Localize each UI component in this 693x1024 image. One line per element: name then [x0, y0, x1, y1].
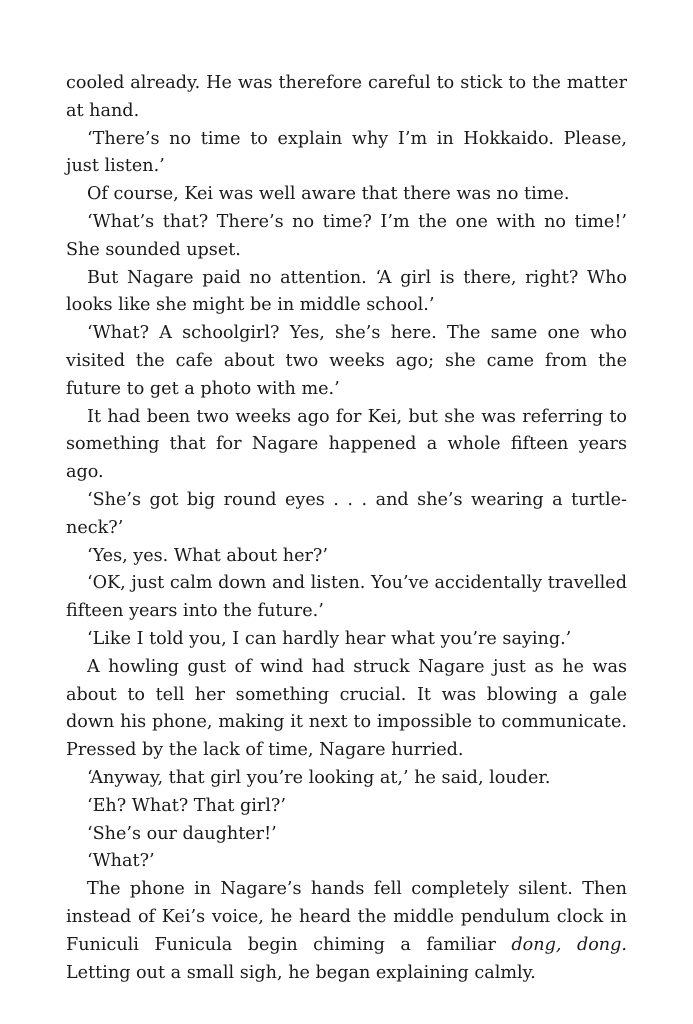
book-page-text: [66, 70, 627, 987]
paragraph-12: A howling gust of wind had struck Nagare just as he was about to tell her something crucial. It was blowing a gale down his phone, making it next to impossible to communicate. Pressed by the lack of time, Nagare hurried.: [66, 656, 627, 761]
paragraph-4: ‘What’s that? There’s no time? I’m the one with no time!’ She sounded upset.: [66, 211, 627, 260]
paragraph-7: It had been two weeks ago for Kei, but she was referring to something that for Nagare happened a whole fifteen years ago.: [66, 406, 627, 483]
paragraph-15: ‘She’s our daughter!’: [87, 823, 277, 844]
paragraph-17: The phone in Nagare’s hands fell completely silent. Then instead of Kei’s voice, he heard the middle pendulum clock in Funiculi Funicula begin chiming a familiar dong, dong. Letting out a small sigh, he began explaining calmly.: [66, 879, 627, 983]
paragraph-8: ‘She’s got big round eyes . . . and she’s wearing a turtle-neck?’: [66, 489, 627, 538]
paragraph-9: ‘Yes, yes. What about her?’: [87, 545, 328, 566]
italic-sound-effect: dong, dong.: [511, 934, 627, 955]
paragraph-10: ‘OK, just calm down and listen. You’ve accidentally travelled fifteen years into the future.’: [66, 573, 627, 622]
paragraph-16: ‘What?’: [87, 851, 155, 872]
paragraph-3: Of course, Kei was well aware that there was no time.: [87, 184, 570, 205]
paragraph-1: cooled already. He was therefore careful to stick to the matter at hand.: [66, 73, 627, 121]
paragraph-13: ‘Anyway, that girl you’re looking at,’ he said, louder.: [87, 767, 551, 788]
paragraph-14: ‘Eh? What? That girl?’: [87, 795, 286, 816]
paragraph-11: ‘Like I told you, I can hardly hear what you’re saying.’: [87, 628, 572, 649]
paragraph-6: ‘What? A schoolgirl? Yes, she’s here. The same one who visited the cafe about two weeks ago; she came from the future to get a photo with me.’: [66, 323, 627, 399]
paragraph-5: But Nagare paid no attention. ‘A girl is there, right? Who looks like she might be in middle school.’: [66, 267, 627, 316]
paragraph-2: ‘There’s no time to explain why I’m in Hokkaido. Please, just listen.’: [66, 128, 627, 177]
